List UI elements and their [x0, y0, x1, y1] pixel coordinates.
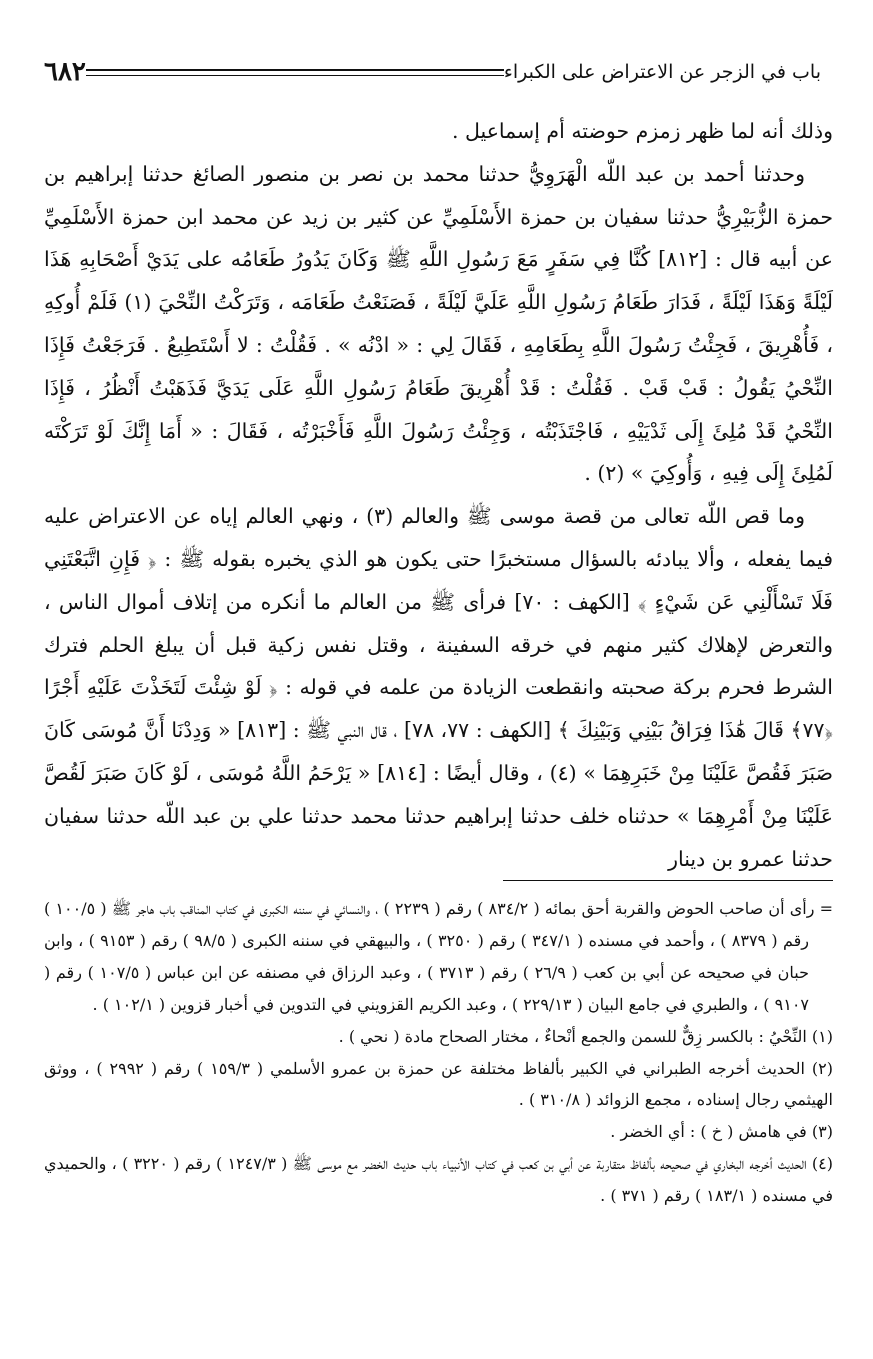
page-number: ٦٨٢: [44, 57, 86, 87]
paragraph-2: وحدثنا أحمد بن عبد اللّه الْهَرَوِيُّ حدثنا محمد بن نصر بن منصور الصائغ حدثنا إبراهيم بن حمزة الزُّبَيْرِيُّ حدثنا سفيان بن حمزة الأَسْلَمِيِّ عن كثير بن زيد عن محمد ابن حمزة الأَسْلَمِيِّ عن أبيه قال : [٨١٢] كُنَّا فِي سَفَرٍ مَعَ رَسُولِ اللَّهِ ﷺ وَكَانَ يَدُورُ طَعَامُه على يَدَيْ أَصْحَابِهِ هَذَا لَيْلَةً وَهَذَا لَيْلَةً ، فَدَارَ طَعَامُ رَسُولِ اللَّهِ عَلَيَّ لَيْلَةً ، فَصَنَعْتُ طَعَامَه ، وَتَرَكْتُ النِّحْيَ (١) فَلَمْ أُوكِهِ ، فَأُهْرِيقَ ، فَجِئْتُ رَسُولَ اللَّهِ بِطَعَامِهِ ، فَقَالَ لِي : « ادْنُه » . فَقُلْتُ : لا أَسْتَطِيعُ . فَرَجَعْتُ فَإِذَا النِّحْيُ يَقُولُ : قَبْ قَبْ . فَقُلْتُ : قَدْ أُهْرِيقَ طَعَامُ رَسُولِ اللَّهِ عَلَى يَدَيَّ فَذَهَبْتُ أَنْظُرُ ، فَإِذَا النِّحْيُ قَدْ مُلِئَ إِلَى ثَدْيَيْهِ ، فَاجْتَذَبْتُه ، وَجِئْتُ رَسُولَ اللَّهِ فَأَخْبَرْتُه ، فَقَالَ : « أَمَا إِنَّكَ لَوْ تَرَكْتَه لَمُلِئَ إِلَى فِيهِ ، وَأُوكِيَ » (٢) .: [44, 161, 833, 486]
page-header: [30, 52, 833, 92]
footnote-continuation: = رأى أن صاحب الحوض والقربة أحق بمائه ( ٨٣٤/٢ ) رقم ( ٢٢٣٩ ) ، والنسائي في سننه الكبرى في كتاب المناقب باب هاجر ﷺ ( ١٠٠/٥ ) رقم ( ٨٣٧٩ ) ، وأحمد في مسنده ( ٣٤٧/١ ) رقم ( ٣٢٥٠ ) ، والبيهقي في سننه الكبرى ( ٩٨/٥ ) رقم ( ٩١٥٣ ) ، وابن حبان في صحيحه عن أبي بن كعب ( ٢٦/٩ ) رقم ( ٣٧١٣ ) ، وعبد الرزاق في مصنفه عن ابن عباس ( ١٠٧/٥ ) رقم ( ٩١٠٧ ) ، والطبري في جامع البيان ( ٢٢٩/١٣ ) ، وعبد الكريم القزويني في التدوين في أخبار قزوين ( ١٠٢/١ ) .: [44, 899, 833, 1014]
paragraph-1: وذلك أنه لما ظهر زمزم حوضته أم إسماعيل .: [451, 119, 833, 143]
footnote-4: (٤) الحديث أخرجه البخاري في صحيحه بألفاظ متقاربة عن أبي بن كعب في كتاب الأنبياء باب حديث الخضر مع موسى ﷺ ( ١٢٤٧/٣ ) رقم ( ٣٢٢٠ ) ، والحميدي في مسنده ( ١٨٣/١ ) رقم ( ٣٧١ ) .: [44, 1154, 834, 1206]
footnote-2: (٢) الحديث أخرجه الطبراني في الكبير بألفاظ مختلفة عن حمزة بن عمرو الأسلمي ( ١٥٩/٣ ) رقم ( ٢٩٩٢ ) ، ووثق الهيثمي رجال إسناده ، مجمع الزوائد ( ٣١٠/٨ ) .: [44, 1058, 833, 1110]
main-text: [44, 110, 833, 880]
footnote-1: (١) النِّحْيُ : بالكسر زِقٌّ للسمن والجمع أنْحاءٌ ، مختار الصحاح مادة ( نحي ) .: [338, 1026, 833, 1046]
footnotes: [44, 893, 833, 1212]
running-title: باب في الزجر عن الاعتراض على الكبراء: [503, 61, 821, 83]
footnote-separator: [503, 880, 833, 881]
footnote-3: (٣) في هامش ( خ ) : أي الخضر .: [610, 1122, 833, 1142]
paragraph-3: وما قص اللّه تعالى من قصة موسى ﷺ والعالم (٣) ، ونهي العالم إياه عن الاعتراض عليه فيما يفعله ، وألا يبادئه بالسؤال مستخبرًا حتى يكون هو الذي يخبره بقوله ﷺ : ﴿ فَإِنِ اتَّبَعْتَنِي فَلَا تَسْأَلْنِي عَن شَيْءٍ ﴾ [الكهف : ٧٠] فرأى ﷺ من العالم ما أنكره من إتلاف أموال الناس ، والتعرض لإهلاك كثير منهم في خرقه السفينة ، وقتل نفس زكية قبل أن يبلغ الحلم فترك الشرط فحرم بركة صحبته وانقطعت الزيادة من علمه في قوله : ﴿ لَوْ شِئْتَ لَتَخَذْتَ عَلَيْهِ أَجْرًا ﴿٧٧﴾ قَالَ هَٰذَا فِرَاقُ بَيْنِي وَبَيْنِكَ ﴾ [الكهف : ٧٧، ٧٨] ، قال النبي ﷺ : [٨١٣] « وَدِدْنَا أَنَّ مُوسَى كَانَ صَبَرَ فَقُصَّ عَلَيْنَا مِنْ خَبَرِهِمَا » (٤) ، وقال أيضًا : [٨١٤] « يَرْحَمُ اللَّهُ مُوسَى ، لَوْ كَانَ صَبَرَ لَقُصَّ عَلَيْنَا مِنْ أَمْرِهِمَا » حدثناه خلف حدثنا إبراهيم حدثنا محمد حدثنا علي بن عبد اللّه حدثنا سفيان حدثنا عمرو بن دينار: [44, 504, 833, 871]
header-rule: [86, 69, 504, 76]
